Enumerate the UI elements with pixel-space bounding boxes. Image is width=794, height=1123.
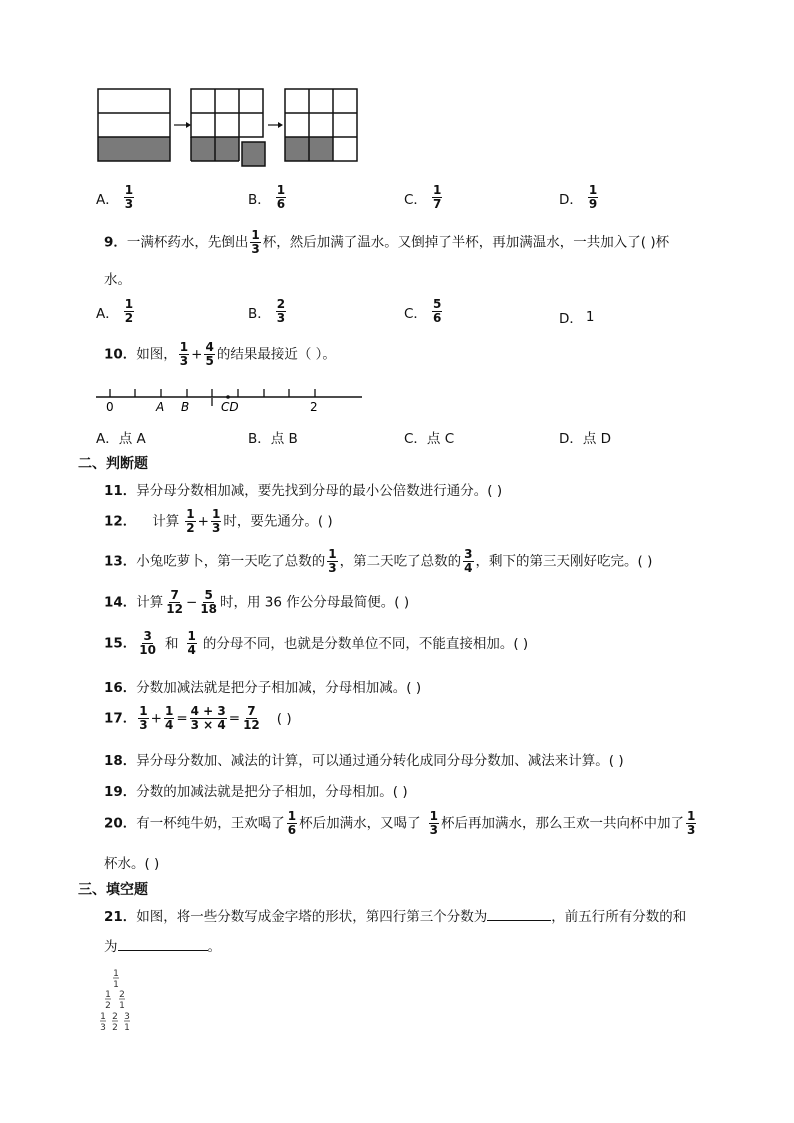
q10-option-c[interactable]: C．点 C — [404, 431, 455, 447]
question-text: ，前五行所有分数的和 — [551, 909, 687, 925]
option-letter: C． — [404, 191, 427, 208]
fraction: $\frac{1}{3}$ — [179, 340, 189, 368]
question-number: 21． — [104, 909, 137, 925]
q9-option-b[interactable] — [248, 298, 288, 325]
pyramid-r3-c1-num: 1 — [100, 1012, 106, 1022]
q18-question — [104, 749, 624, 769]
fraction: $\frac{2}{3}$ — [276, 297, 286, 325]
q21-question-cont — [104, 935, 221, 955]
option-letter: B． — [248, 305, 271, 322]
question-number: 11． — [104, 483, 137, 499]
q8-grid-figure — [96, 86, 362, 170]
q9-question — [104, 229, 669, 256]
question-text: 计算 — [136, 594, 164, 611]
fraction: $\frac{5}{6}$ — [432, 297, 442, 325]
question-text[interactable]: 时，要先通分。( ) — [223, 513, 333, 530]
label-b: B — [181, 400, 190, 414]
label-a: A — [156, 400, 165, 414]
question-number: 19． — [104, 784, 137, 800]
fraction: $\frac{1}{6}$ — [276, 183, 286, 211]
q8-option-d[interactable] — [559, 184, 600, 211]
q17-question — [104, 705, 292, 732]
q15-question — [104, 630, 528, 657]
question-text: 小兔吃萝卜，第一天吃了总数的 — [136, 553, 326, 570]
question-text: 有一杯纯牛奶，王欢喝了 — [136, 815, 285, 832]
q9-option-d[interactable] — [559, 307, 595, 327]
question-number: 10． — [104, 346, 137, 363]
q12-question — [104, 508, 333, 535]
fraction: $\frac{1}{7}$ — [432, 183, 442, 211]
fraction: $\frac{1}{3}$ — [687, 809, 696, 837]
plus-sign: + — [197, 513, 209, 530]
q10-question — [104, 341, 336, 368]
pyramid-r2-c2-den: 1 — [119, 1001, 125, 1011]
q8-rect1-shaded-strip — [98, 137, 170, 161]
minus-sign: − — [186, 594, 198, 611]
equals-sign: = — [228, 710, 241, 727]
question-text[interactable]: 分数加减法就是把分子相加减，分母相加减。( ) — [136, 680, 422, 696]
fraction: $\frac{4}{5}$ — [205, 340, 214, 368]
option-letter: C． — [404, 305, 427, 322]
question-text: 的结果最接近（ ）。 — [216, 346, 336, 363]
q9-question-cont: 水。 — [104, 272, 131, 288]
question-number: 17． — [104, 710, 137, 727]
fraction: $\frac{3}{10}$ — [139, 629, 156, 657]
fraction: $\frac{1}{4}$ — [164, 704, 174, 732]
q20-question-cont[interactable]: 杯水。( ) — [104, 856, 160, 872]
fraction: $\frac{1}{3}$ — [429, 809, 439, 837]
question-text: 一满杯药水，先倒出 — [126, 234, 249, 251]
equals-sign: = — [176, 710, 188, 727]
option-letter: D． — [559, 311, 583, 327]
fraction: $\frac{1}{3}$ — [124, 183, 134, 211]
answer-paren[interactable]: ( ) — [276, 710, 292, 727]
question-text[interactable]: ，剩下的第三天刚好吃完。( ) — [475, 553, 653, 570]
q21-fraction-pyramid — [96, 966, 140, 1036]
answer-blank-1[interactable] — [487, 908, 551, 921]
q8-option-c[interactable] — [404, 184, 444, 211]
pyramid-r3-c3-num: 3 — [124, 1012, 130, 1022]
option-letter: A． — [96, 191, 119, 208]
q8-detached-square — [242, 142, 265, 166]
question-number: 20． — [104, 815, 137, 832]
answer-blank-2[interactable] — [118, 938, 208, 951]
pyramid-r1-c1-den: 1 — [113, 980, 119, 990]
question-text: 杯后再加满水，那么王欢一共向杯中加了 — [441, 815, 685, 832]
fraction: $\frac{5}{18}$ — [200, 588, 218, 616]
q13-question — [104, 548, 652, 575]
question-number: 15． — [104, 635, 137, 652]
question-text: 为 — [104, 939, 118, 955]
fraction: $\frac{4 + 3}{3 \times 4}$ — [190, 704, 226, 732]
q9-option-a[interactable] — [96, 298, 136, 325]
q11-question — [104, 479, 502, 499]
question-text: 杯后加满水，又喝了 — [299, 815, 421, 832]
pyramid-r3-c1-den: 3 — [100, 1023, 106, 1033]
and-text: 和 — [165, 635, 179, 652]
fraction: $\frac{1}{3}$ — [211, 507, 221, 535]
q16-question — [104, 676, 421, 696]
q19-question — [104, 780, 408, 800]
arrow-icon — [268, 122, 283, 128]
q10-number-line — [94, 384, 366, 416]
question-text: ，第二天吃了总数的 — [339, 553, 462, 570]
q21-question — [104, 905, 686, 925]
question-number: 18． — [104, 753, 137, 769]
q10-option-a[interactable]: A．点 A — [96, 431, 146, 447]
plus-sign: + — [191, 346, 203, 363]
section-title-judgment: 二、判断题 — [78, 456, 148, 472]
question-text: 如图，将一些分数写成金字塔的形状，第四行第三个分数为 — [136, 909, 488, 925]
question-number: 16． — [104, 680, 137, 696]
q20-question — [104, 810, 698, 837]
fraction: $\frac{1}{9}$ — [588, 183, 598, 211]
q9-option-c[interactable] — [404, 298, 444, 325]
label-cd: CD — [221, 400, 239, 414]
q10-option-d[interactable]: D．点 D — [559, 431, 612, 447]
question-text[interactable]: 异分母分数加、减法的计算，可以通过通分转化成同分母分数加、减法来计算。( ) — [136, 753, 624, 769]
pyramid-r2-c1-den: 2 — [105, 1001, 111, 1011]
question-number: 13． — [104, 553, 137, 570]
pyramid-r2-c2-num: 2 — [119, 990, 125, 1000]
question-text[interactable]: 分数的加减法就是把分子相加，分母相加。( ) — [136, 784, 408, 800]
pyramid-r3-c2-den: 2 — [112, 1023, 118, 1033]
question-text: 如图， — [136, 346, 177, 363]
fraction: $\frac{1}{4}$ — [187, 629, 196, 657]
question-text: 。 — [207, 939, 221, 955]
fraction: $\frac{7}{12}$ — [243, 704, 260, 732]
pyramid-r1-c1-num: 1 — [113, 969, 119, 979]
label-zero: 0 — [106, 400, 114, 414]
q14-question — [104, 589, 409, 616]
option-value: 1 — [585, 309, 595, 325]
question-number: 14． — [104, 594, 137, 611]
arrow-icon — [174, 122, 191, 128]
q10-option-b[interactable]: B．点 B — [248, 431, 298, 447]
pyramid-r2-c1-num: 1 — [105, 990, 111, 1000]
question-text: 计算 — [152, 513, 180, 530]
q8-option-a[interactable] — [96, 184, 136, 211]
pyramid-r3-c2-num: 2 — [112, 1012, 118, 1022]
fraction: $\frac{3}{4}$ — [464, 547, 473, 575]
question-text[interactable]: 时，用 36 作公分母最简便。( ) — [220, 594, 410, 611]
fraction: $\frac{1}{3}$ — [328, 547, 337, 575]
label-two: 2 — [310, 400, 318, 414]
question-text[interactable]: 异分母分数相加减，要先找到分母的最小公倍数进行通分。( ) — [136, 483, 503, 499]
fraction: $\frac{1}{3}$ — [251, 228, 260, 256]
section-title-fill-blank: 三、填空题 — [78, 882, 148, 898]
q8-option-b[interactable] — [248, 184, 288, 211]
question-number: 9． — [104, 234, 127, 251]
option-letter: B． — [248, 191, 271, 208]
option-letter: D． — [559, 191, 583, 208]
fraction: $\frac{1}{3}$ — [139, 704, 148, 732]
fraction: $\frac{1}{2}$ — [186, 507, 195, 535]
plus-sign: + — [150, 710, 162, 727]
option-letter: A． — [96, 305, 119, 322]
fraction: $\frac{1}{6}$ — [287, 809, 297, 837]
question-text: 杯，然后加满了温水。又倒掉了半杯，再加满温水，一共加入了( )杯 — [262, 234, 670, 251]
question-text[interactable]: 的分母不同，也就是分数单位不同，不能直接相加。( ) — [202, 635, 529, 652]
fraction: $\frac{1}{2}$ — [124, 297, 134, 325]
fraction: $\frac{7}{12}$ — [166, 588, 183, 616]
pyramid-r3-c3-den: 1 — [124, 1023, 130, 1033]
question-number: 12． — [104, 513, 137, 530]
